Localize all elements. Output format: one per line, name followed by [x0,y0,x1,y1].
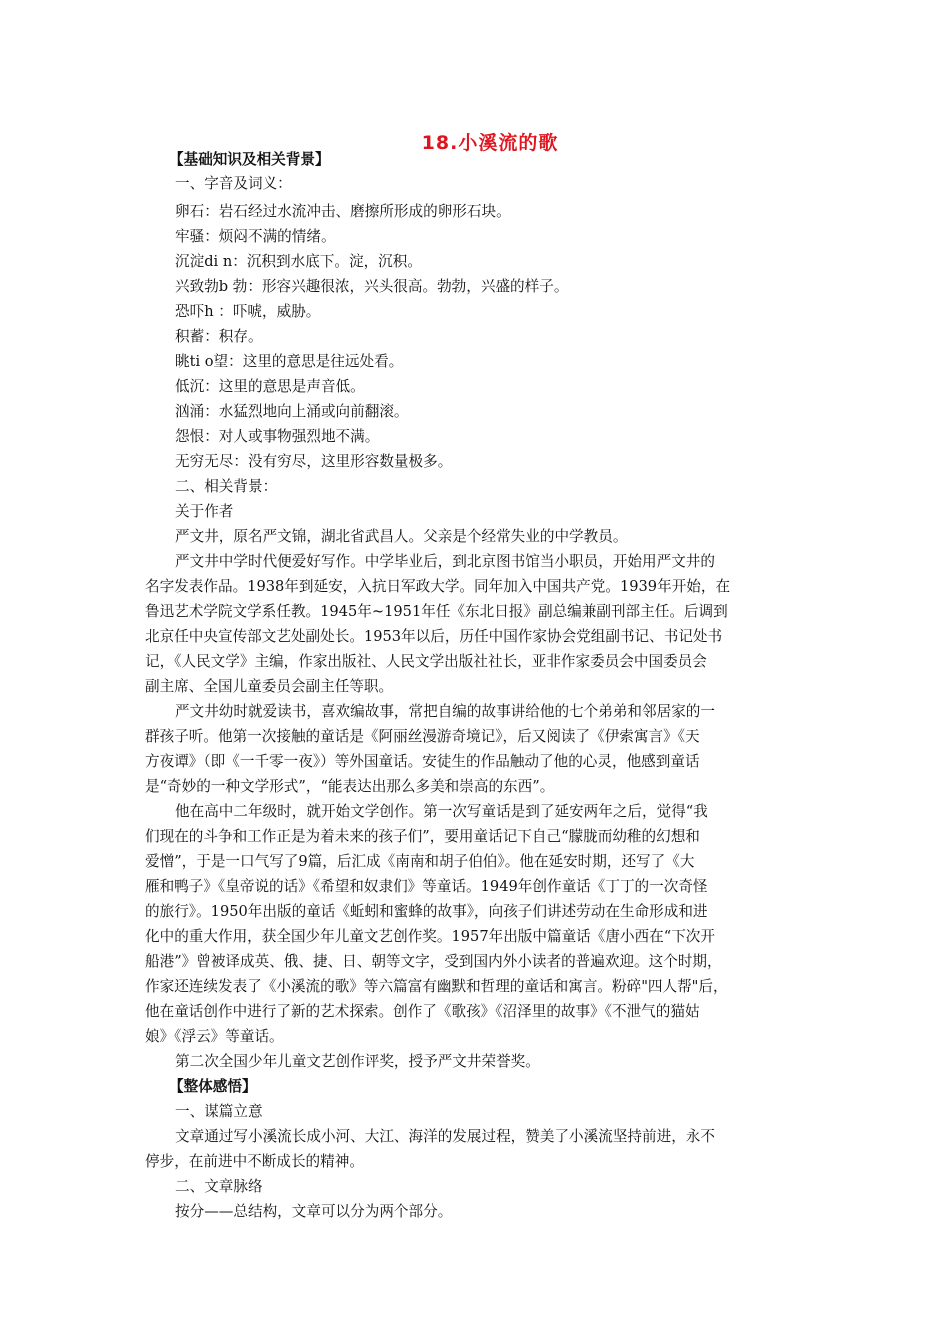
paragraph-line: 记，《人民文学》主编，作家出版社、人民文学出版社社长，亚非作家委员会中国委员会 [145,653,707,670]
paragraph-line: 他在高中二年级时，就开始文学创作。第一次写童话是到了延安两年之后，觉得“我 [175,803,708,820]
vocab-item: 汹涌：水猛烈地向上涌或向前翻滚。 [175,403,409,420]
vocab-item: 积蓄：积存。 [175,328,263,345]
vocab-item: 牢骚：烦闷不满的情绪。 [175,228,336,245]
vocab-item: 低沉：这里的意思是声音低。 [175,378,365,395]
paragraph-line: 雁和鸭子》《皇帝说的话》《希望和奴隶们》等童话。1949年创作童话《丁丁的一次奇怪 [145,878,708,895]
subheading-structure: 二、文章脉络 [175,1178,263,1195]
paragraph-line: 他在童话创作中进行了新的艺术探索。创作了《歌孩》《沼泽里的故事》《不泄气的猫姑 [145,1003,700,1020]
vocab-item: 兴致勃b 勃：形容兴趣很浓，兴头很高。勃勃，兴盛的样子。 [175,278,569,295]
paragraph-line: 按分——总结构，文章可以分为两个部分。 [175,1203,453,1220]
subheading-about-author: 关于作者 [175,503,234,520]
paragraph-line: 方夜谭》（即《一千零一夜》）等外国童话。安徒生的作品触动了他的心灵，他感到童话 [145,753,700,770]
paragraph-line: 第二次全国少年儿童文艺创作评奖，授予严文井荣誉奖。 [175,1053,540,1070]
paragraph-line: 文章通过写小溪流长成小河、大江、海洋的发展过程，赞美了小溪流坚持前进，永不 [175,1128,715,1145]
paragraph-line: 鲁迅艺术学院文学系任教。1945年~1951年任《东北日报》副总编兼副刊部主任。后调到 [145,603,728,620]
paragraph-line: 停步，在前进中不断成长的精神。 [145,1153,364,1170]
page-title: 18.小溪流的歌 [421,132,559,154]
vocab-item: 眺ti o望：这里的意思是往远处看。 [175,353,404,370]
subheading-pronunciation: 一、字音及词义： [175,175,292,192]
subheading-theme: 一、谋篇立意 [175,1103,263,1120]
vocab-item: 卵石：岩石经过水流冲击、磨擦所形成的卵形石块。 [175,203,511,220]
vocab-item: 沉淀di n：沉积到水底下。淀，沉积。 [175,253,422,270]
vocab-item: 恐吓h ：吓唬，威胁。 [175,303,321,320]
vocab-item: 无穷无尽：没有穷尽，这里形容数量极多。 [175,453,453,470]
paragraph-line: 爱憎”，于是一口气写了9篇，后汇成《南南和胡子伯伯》。他在延安时期，还写了《大 [145,853,695,870]
paragraph-line: 是“奇妙的一种文学形式”，“能表达出那么多美和崇高的东西”。 [145,778,555,795]
paragraph-line: 的旅行》。1950年出版的童话《蚯蚓和蜜蜂的故事》，向孩子们讲述劳动在生命形成和进 [145,903,708,920]
section-heading-overall: 【整体感悟】 [169,1078,257,1095]
subheading-background: 二、相关背景： [175,478,278,495]
paragraph-line: 船港”》曾被译成英、俄、捷、日、朝等文字，受到国内外小读者的普遍欢迎。这个时期， [145,953,722,970]
paragraph-line: 副主席、全国儿童委员会副主任等职。 [145,678,394,695]
paragraph-line: 严文井，原名严文锦，湖北省武昌人。父亲是个经常失业的中学教员。 [175,528,628,545]
paragraph-line: 化中的重大作用，获全国少年儿童文艺创作奖。1957年出版中篇童话《唐小西在“下次开 [145,928,715,945]
paragraph-line: 娘》《浮云》等童话。 [145,1028,284,1045]
paragraph-line: 名字发表作品。1938年到延安，入抗日军政大学。同年加入中国共产党。1939年开始，在 [145,578,731,595]
paragraph-line: 严文井中学时代便爱好写作。中学毕业后，到北京图书馆当小职员，开始用严文井的 [175,553,715,570]
paragraph-line: 群孩子听。他第一次接触的童话是《阿丽丝漫游奇境记》，后又阅读了《伊索寓言》《天 [145,728,700,745]
section-heading-basic: 【基础知识及相关背景】 [169,151,330,168]
paragraph-line: 北京任中央宣传部文艺处副处长。1953年以后，历任中国作家协会党组副书记、书记处书 [145,628,723,645]
vocab-item: 怨恨：对人或事物强烈地不满。 [175,428,380,445]
paragraph-line: 作家还连续发表了《小溪流的歌》等六篇富有幽默和哲理的童话和寓言。粉碎"四人帮"后， [145,978,728,995]
paragraph-line: 们现在的斗争和工作正是为着未来的孩子们”，要用童话记下自己“朦胧而幼稚的幻想和 [145,828,700,845]
paragraph-line: 严文井幼时就爱读书，喜欢编故事，常把自编的故事讲给他的七个弟弟和邻居家的一 [175,703,715,720]
